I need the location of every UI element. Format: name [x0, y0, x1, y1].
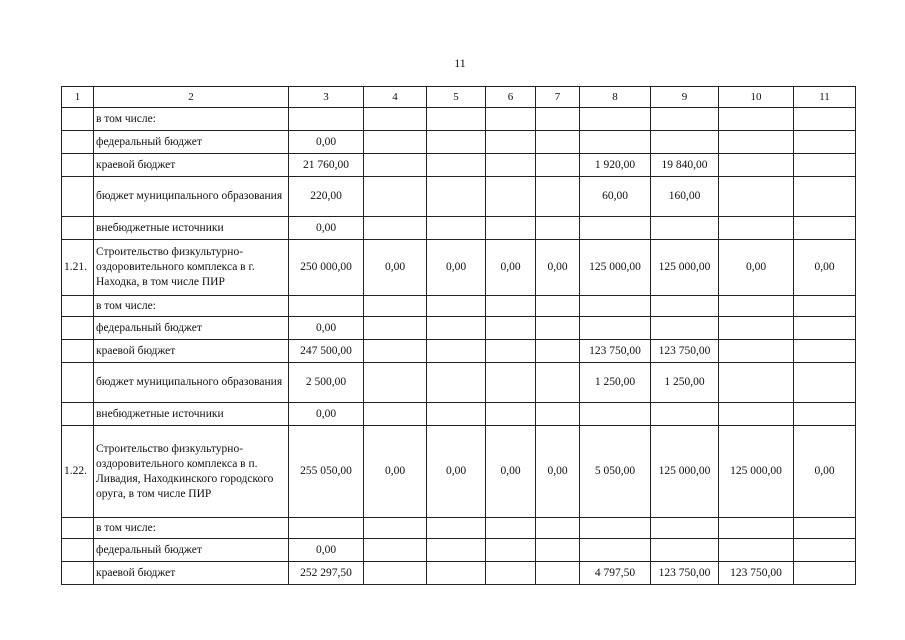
value-cell — [719, 217, 794, 240]
value-cell — [364, 539, 427, 562]
row-number — [62, 296, 94, 317]
value-cell: 0,00 — [536, 240, 580, 296]
value-cell — [651, 131, 719, 154]
value-cell: 160,00 — [651, 177, 719, 217]
value-cell — [794, 177, 856, 217]
value-cell: 247 500,00 — [289, 340, 364, 363]
value-cell — [651, 403, 719, 426]
row-number — [62, 177, 94, 217]
value-cell — [364, 340, 427, 363]
value-cell — [794, 317, 856, 340]
value-cell — [794, 217, 856, 240]
value-cell: 0,00 — [289, 131, 364, 154]
value-cell — [427, 296, 486, 317]
value-cell — [719, 177, 794, 217]
row-name: федеральный бюджет — [94, 131, 289, 154]
value-cell: 250 000,00 — [289, 240, 364, 296]
value-cell — [427, 539, 486, 562]
value-cell — [536, 518, 580, 539]
row-name: в том числе: — [94, 296, 289, 317]
value-cell — [364, 154, 427, 177]
row-number — [62, 363, 94, 403]
header-cell: 8 — [580, 87, 651, 108]
value-cell — [289, 108, 364, 131]
row-name: краевой бюджет — [94, 340, 289, 363]
value-cell — [719, 108, 794, 131]
value-cell: 0,00 — [289, 317, 364, 340]
row-number: 1.21. — [62, 240, 94, 296]
header-cell: 6 — [486, 87, 536, 108]
table-row — [62, 403, 856, 426]
value-cell — [364, 403, 427, 426]
value-cell — [719, 539, 794, 562]
row-name: Строительство физкультурно-оздоровительного комплекса в п. Ливадия, Находкинского городского оруга, в том числе ПИР — [94, 426, 289, 518]
page-number: 11 — [454, 56, 466, 70]
table-row — [62, 296, 856, 317]
row-number — [62, 403, 94, 426]
row-number — [62, 108, 94, 131]
value-cell — [536, 177, 580, 217]
value-cell — [536, 154, 580, 177]
row-name: внебюджетные источники — [94, 217, 289, 240]
value-cell — [364, 131, 427, 154]
value-cell — [580, 317, 651, 340]
value-cell: 125 000,00 — [651, 240, 719, 296]
row-name: федеральный бюджет — [94, 539, 289, 562]
row-name: бюджет муниципального образования — [94, 363, 289, 403]
row-name: федеральный бюджет — [94, 317, 289, 340]
value-cell — [536, 539, 580, 562]
value-cell: 255 050,00 — [289, 426, 364, 518]
value-cell — [580, 403, 651, 426]
row-name: бюджет муниципального образования — [94, 177, 289, 217]
value-cell — [427, 518, 486, 539]
table-row — [62, 131, 856, 154]
value-cell: 5 050,00 — [580, 426, 651, 518]
value-cell: 123 750,00 — [651, 340, 719, 363]
value-cell: 0,00 — [364, 426, 427, 518]
value-cell — [289, 518, 364, 539]
value-cell — [486, 108, 536, 131]
value-cell — [427, 317, 486, 340]
value-cell: 123 750,00 — [719, 562, 794, 585]
value-cell: 1 250,00 — [580, 363, 651, 403]
header-cell: 7 — [536, 87, 580, 108]
value-cell: 0,00 — [486, 240, 536, 296]
value-cell — [486, 518, 536, 539]
value-cell — [536, 296, 580, 317]
value-cell — [486, 562, 536, 585]
table-row — [62, 426, 856, 518]
row-number — [62, 562, 94, 585]
value-cell — [719, 363, 794, 403]
value-cell — [719, 296, 794, 317]
value-cell — [651, 108, 719, 131]
value-cell — [580, 518, 651, 539]
value-cell: 4 797,50 — [580, 562, 651, 585]
value-cell: 19 840,00 — [651, 154, 719, 177]
value-cell — [486, 403, 536, 426]
value-cell — [794, 562, 856, 585]
value-cell — [580, 217, 651, 240]
value-cell — [289, 296, 364, 317]
value-cell — [536, 562, 580, 585]
value-cell — [486, 154, 536, 177]
table-row — [62, 177, 856, 217]
value-cell — [486, 340, 536, 363]
value-cell — [651, 518, 719, 539]
header-row — [62, 87, 856, 108]
value-cell — [364, 108, 427, 131]
row-name: внебюджетные источники — [94, 403, 289, 426]
value-cell: 125 000,00 — [719, 426, 794, 518]
table-row — [62, 317, 856, 340]
value-cell — [427, 340, 486, 363]
value-cell — [536, 403, 580, 426]
header-cell: 4 — [364, 87, 427, 108]
row-name: в том числе: — [94, 518, 289, 539]
value-cell — [536, 363, 580, 403]
value-cell: 123 750,00 — [651, 562, 719, 585]
value-cell — [651, 217, 719, 240]
value-cell: 0,00 — [289, 539, 364, 562]
row-name: Строительство физкультурно-оздоровительного комплекса в г. Находка, в том числе ПИР — [94, 240, 289, 296]
value-cell — [536, 340, 580, 363]
value-cell — [364, 317, 427, 340]
value-cell — [427, 177, 486, 217]
table-body — [62, 87, 856, 585]
value-cell — [794, 539, 856, 562]
value-cell — [536, 317, 580, 340]
value-cell — [651, 296, 719, 317]
budget-table — [61, 86, 856, 585]
table-row — [62, 363, 856, 403]
value-cell: 0,00 — [794, 240, 856, 296]
value-cell — [536, 217, 580, 240]
header-cell: 5 — [427, 87, 486, 108]
value-cell: 1 920,00 — [580, 154, 651, 177]
value-cell — [580, 131, 651, 154]
row-number: 1.22. — [62, 426, 94, 518]
value-cell: 0,00 — [719, 240, 794, 296]
header-cell: 3 — [289, 87, 364, 108]
table-row — [62, 240, 856, 296]
value-cell — [486, 363, 536, 403]
value-cell — [794, 154, 856, 177]
row-number — [62, 131, 94, 154]
value-cell — [486, 539, 536, 562]
value-cell: 220,00 — [289, 177, 364, 217]
table-row — [62, 562, 856, 585]
row-number — [62, 317, 94, 340]
value-cell — [364, 363, 427, 403]
value-cell — [719, 317, 794, 340]
value-cell: 0,00 — [427, 426, 486, 518]
table-row — [62, 154, 856, 177]
value-cell — [794, 296, 856, 317]
value-cell — [719, 154, 794, 177]
value-cell — [486, 217, 536, 240]
value-cell — [486, 177, 536, 217]
value-cell: 125 000,00 — [651, 426, 719, 518]
row-number — [62, 539, 94, 562]
value-cell — [427, 562, 486, 585]
value-cell — [364, 562, 427, 585]
header-cell: 9 — [651, 87, 719, 108]
header-cell: 10 — [719, 87, 794, 108]
value-cell: 0,00 — [536, 426, 580, 518]
value-cell — [486, 317, 536, 340]
value-cell — [536, 131, 580, 154]
value-cell — [427, 131, 486, 154]
value-cell: 60,00 — [580, 177, 651, 217]
header-cell: 11 — [794, 87, 856, 108]
value-cell — [719, 131, 794, 154]
value-cell — [794, 363, 856, 403]
value-cell: 1 250,00 — [651, 363, 719, 403]
value-cell — [794, 131, 856, 154]
value-cell — [719, 403, 794, 426]
value-cell — [651, 539, 719, 562]
value-cell: 0,00 — [364, 240, 427, 296]
value-cell — [364, 296, 427, 317]
value-cell — [794, 108, 856, 131]
header-cell: 2 — [94, 87, 289, 108]
value-cell: 252 297,50 — [289, 562, 364, 585]
row-name: в том числе: — [94, 108, 289, 131]
table-row — [62, 108, 856, 131]
value-cell — [719, 340, 794, 363]
value-cell — [794, 518, 856, 539]
value-cell — [580, 296, 651, 317]
value-cell: 2 500,00 — [289, 363, 364, 403]
row-number — [62, 154, 94, 177]
value-cell — [427, 403, 486, 426]
row-number — [62, 518, 94, 539]
value-cell: 21 760,00 — [289, 154, 364, 177]
value-cell: 123 750,00 — [580, 340, 651, 363]
row-name: краевой бюджет — [94, 154, 289, 177]
value-cell — [794, 403, 856, 426]
row-number — [62, 340, 94, 363]
value-cell — [651, 317, 719, 340]
table-row — [62, 217, 856, 240]
value-cell — [427, 363, 486, 403]
value-cell — [719, 518, 794, 539]
value-cell — [364, 217, 427, 240]
value-cell — [427, 154, 486, 177]
value-cell — [364, 177, 427, 217]
value-cell: 125 000,00 — [580, 240, 651, 296]
table-row — [62, 340, 856, 363]
row-name: краевой бюджет — [94, 562, 289, 585]
value-cell: 0,00 — [289, 217, 364, 240]
value-cell — [580, 539, 651, 562]
value-cell: 0,00 — [289, 403, 364, 426]
value-cell: 0,00 — [486, 426, 536, 518]
value-cell — [364, 518, 427, 539]
value-cell — [580, 108, 651, 131]
value-cell — [427, 108, 486, 131]
value-cell — [536, 108, 580, 131]
table-row — [62, 539, 856, 562]
value-cell — [794, 340, 856, 363]
value-cell: 0,00 — [427, 240, 486, 296]
value-cell — [486, 131, 536, 154]
value-cell: 0,00 — [794, 426, 856, 518]
row-number — [62, 217, 94, 240]
header-cell: 1 — [62, 87, 94, 108]
value-cell — [486, 296, 536, 317]
value-cell — [427, 217, 486, 240]
table-row — [62, 518, 856, 539]
